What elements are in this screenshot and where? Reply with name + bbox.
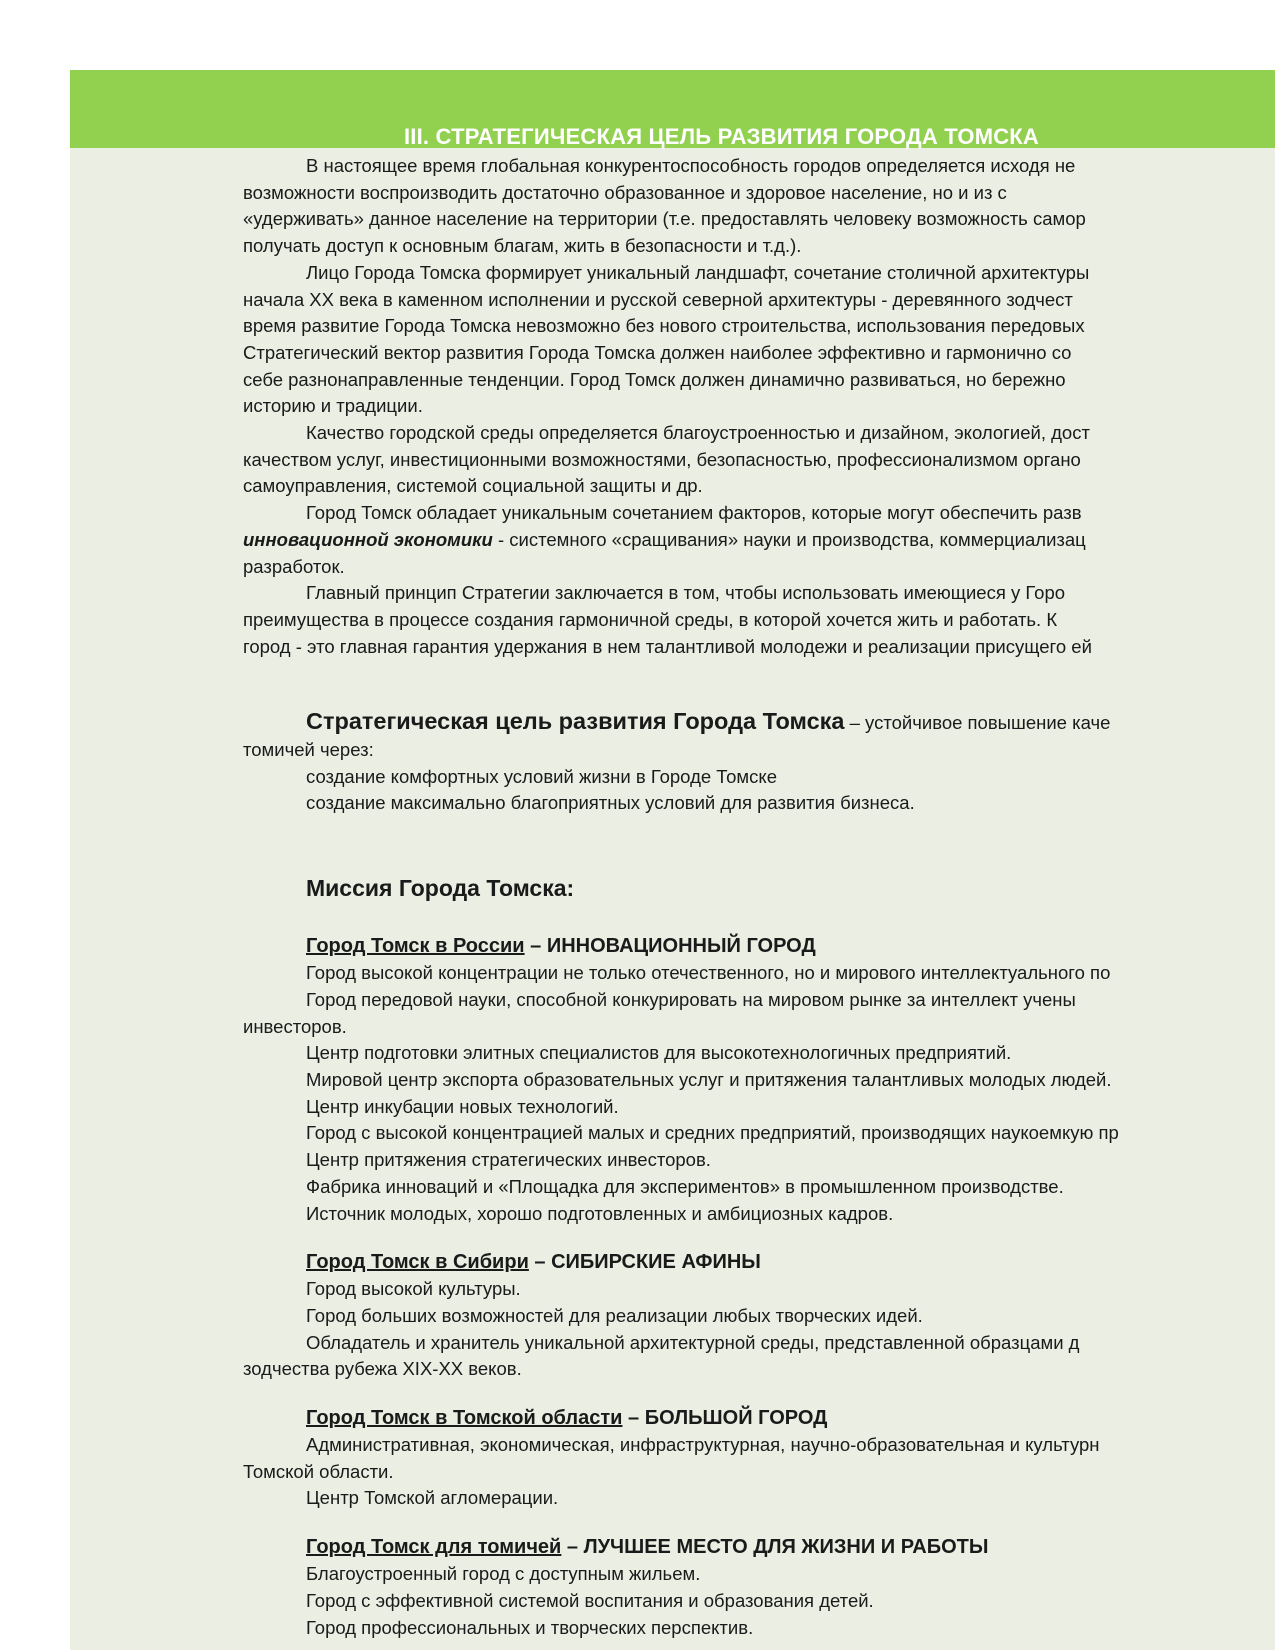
section-title: III. СТРАТЕГИЧЕСКАЯ ЦЕЛЬ РАЗВИТИЯ ГОРОДА ТОМСКА: [404, 124, 1040, 149]
paragraph-4: [243, 500, 1263, 580]
mission-subheading: [243, 1249, 1263, 1276]
paragraph-3: [243, 420, 1263, 500]
mission-item: Благоустроенный город с доступным жильем.: [306, 1563, 701, 1585]
header-band: [70, 70, 1275, 148]
mission-item: Фабрика инноваций и «Площадка для экспериментов» в промышленном производстве.: [306, 1175, 1064, 1197]
mission-item: Город с высокой концентрацией малых и средних предприятий, производящих наукоемкую пр: [306, 1122, 1119, 1144]
goal-line: [243, 708, 1263, 737]
subheading-rest: – ИННОВАЦИОННЫЙ ГОРОД: [524, 935, 816, 958]
text-line: [180, 527, 1263, 554]
text-line: преимущества в процессе создания гармоничной среды, в которой хочется жить и работать. К: [243, 608, 1058, 630]
text-line: Город Томск обладает уникальным сочетанием факторов, которые могут обеспечить разв: [306, 502, 1082, 524]
text-line: Лицо Города Томска формирует уникальный ландшафт, сочетание столичной архитектуры: [306, 261, 1090, 283]
text-line: историю и традиции.: [243, 395, 423, 417]
goal-text: – устойчивое повышение каче: [844, 712, 1111, 734]
goal-item: создание комфортных условий жизни в Городе Томске: [306, 765, 777, 787]
text-line: начала XX века в каменном исполнении и русской северной архитектуры - деревянного зодчест: [243, 288, 1073, 310]
document-page: [70, 70, 1275, 1650]
text-line: качеством услуг, инвестиционными возможностями, безопасностью, профессионализмом органо: [243, 448, 1081, 470]
text-line: разработок.: [243, 555, 345, 577]
mission-item: Город высокой концентрации не только отечественного, но и мирового интеллектуального по: [306, 962, 1111, 984]
mission-item-continuation: Томской области.: [243, 1460, 394, 1482]
text-line: «удерживать» данное население на территории (т.е. предоставлять человеку возможность самор: [243, 208, 1086, 230]
text-fragment: - системного «сращивания» науки и производства, коммерциализац: [492, 528, 1086, 550]
text-line: Стратегический вектор развития Города Томска должен наиболее эффективно и гармонично со: [243, 341, 1072, 363]
subheading-underlined: Город Томск в Сибири: [306, 1251, 529, 1274]
subheading-rest: – БОЛЬШОЙ ГОРОД: [622, 1407, 828, 1430]
text-line: получать доступ к основным благам, жить в безопасности и т.д.).: [243, 235, 802, 257]
mission-title: Миссия Города Томска:: [306, 875, 575, 902]
subheading-underlined: Город Томск для томичей: [306, 1536, 562, 1559]
text-line: себе разнонаправленные тенденции. Город Томск должен динамично развиваться, но бережно: [243, 368, 1066, 390]
paragraph-5: [243, 580, 1263, 660]
document-body: [243, 153, 1263, 1641]
subheading-rest: – ЛУЧШЕЕ МЕСТО ДЛЯ ЖИЗНИ И РАБОТЫ: [561, 1536, 989, 1559]
mission-item: Обладатель и хранитель уникальной архитектурной среды, представленной образцами д: [306, 1331, 1080, 1353]
mission-item-continuation: инвесторов.: [243, 1015, 347, 1037]
mission-item: Город высокой культуры.: [306, 1278, 521, 1300]
mission-item: Источник молодых, хорошо подготовленных и амбициозных кадров.: [306, 1202, 894, 1224]
mission-item: Центр инкубации новых технологий.: [306, 1095, 619, 1117]
text-line: Главный принцип Стратегии заключается в том, чтобы использовать имеющиеся у Горо: [306, 582, 1066, 604]
mission-item: Центр притяжения стратегических инвесторов.: [306, 1149, 711, 1171]
goal-heading: Стратегическая цель развития Города Томска: [306, 708, 845, 735]
mission-item: Мировой центр экспорта образовательных услуг и притяжения талантливых молодых людей.: [306, 1068, 1112, 1090]
mission-subheading: [243, 1534, 1263, 1561]
text-line: Качество городской среды определяется благоустроенностью и дизайном, экологией, дост: [306, 422, 1090, 444]
mission-item-continuation: зодчества рубежа XIX-XX веков.: [243, 1358, 522, 1380]
goal-item: создание максимально благоприятных условий для развития бизнеса.: [306, 792, 915, 814]
subheading-underlined: Город Томск в России: [306, 935, 525, 958]
goal-line-2: томичей через:: [243, 739, 374, 761]
subheading-underlined: Город Томск в Томской области: [306, 1407, 623, 1430]
mission-item: Город больших возможностей для реализации любых творческих идей.: [306, 1304, 923, 1326]
subheading-rest: – СИБИРСКИЕ АФИНЫ: [528, 1251, 761, 1274]
paragraph-1: [243, 153, 1263, 260]
mission-item: Город с эффективной системой воспитания и образования детей.: [306, 1589, 874, 1611]
text-line: город - это главная гарантия удержания в нем талантливой молодежи и реализации присущего ей: [243, 635, 1092, 657]
strategic-goal: [243, 708, 1263, 817]
mission-item: Центр Томской агломерации.: [306, 1487, 559, 1509]
text-line: В настоящее время глобальная конкурентоспособность городов определяется исходя не: [306, 155, 1076, 176]
mission-item: Город профессиональных и творческих перспектив.: [306, 1616, 754, 1638]
mission-item: Административная, экономическая, инфраструктурная, научно-образовательная и культурн: [306, 1434, 1100, 1456]
mission-item: Центр подготовки элитных специалистов для высокотехнологичных предприятий.: [306, 1042, 1012, 1064]
emphasis-text: инновационной экономики: [243, 528, 493, 550]
text-line: время развитие Города Томска невозможно без нового строительства, использования передовых: [243, 315, 1085, 337]
paragraph-2: [243, 260, 1263, 420]
text-line: самоуправления, системой социальной защиты и др.: [243, 475, 703, 497]
mission-subheading: [243, 1405, 1263, 1432]
mission-subheading: [243, 933, 1263, 960]
text-line: возможности воспроизводить достаточно образованное и здоровое население, но и из с: [243, 181, 1007, 203]
mission-item: Город передовой науки, способной конкурировать на мировом рынке за интеллект учены: [306, 988, 1076, 1010]
